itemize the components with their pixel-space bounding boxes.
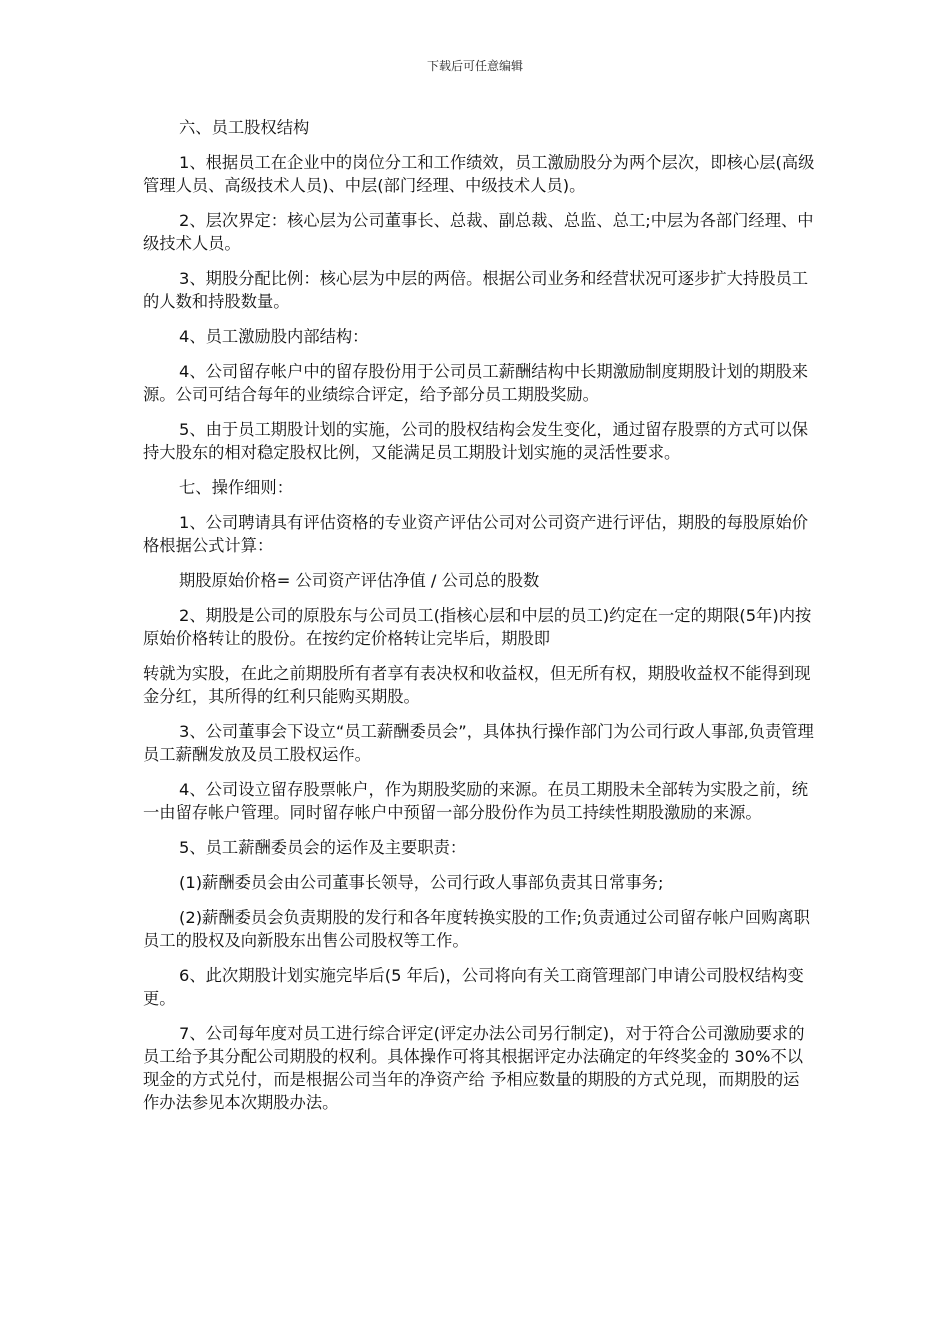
paragraph: 6、此次期股计划实施完毕后(5 年后)，公司将向有关工商管理部门申请公司股权结构变更。 bbox=[143, 966, 804, 1008]
paragraph: (2)薪酬委员会负责期股的发行和各年度转换实股的工作;负责通过公司留存帐户回购离职员工的股权及向新股东出售公司股权等工作。 bbox=[143, 908, 810, 950]
document-body bbox=[143, 116, 815, 1126]
paragraph: (1)薪酬委员会由公司董事长领导，公司行政人事部负责其日常事务; bbox=[179, 873, 664, 892]
section-heading-6: 六、员工股权结构 bbox=[179, 118, 310, 137]
paragraph: 4、公司留存帐户中的留存股份用于公司员工薪酬结构中长期激励制度期股计划的期股来源。公司可结合每年的业绩综合评定，给予部分员工期股奖励。 bbox=[143, 362, 809, 404]
paragraph: 5、员工薪酬委员会的运作及主要职责： bbox=[179, 838, 467, 857]
paragraph: 1、根据员工在企业中的岗位分工和工作绩效，员工激励股分为两个层次，即核心层(高级管理人员、高级技术人员)、中层(部门经理、中级技术人员)。 bbox=[143, 153, 815, 195]
paragraph: 3、期股分配比例：核心层为中层的两倍。根据公司业务和经营状况可逐步扩大持股员工的人数和持股数量。 bbox=[143, 269, 809, 311]
paragraph: 2、期股是公司的原股东与公司员工(指核心层和中层的员工)约定在一定的期限(5年)内按原始价格转让的股份。在按约定价格转让完毕后，期股即 bbox=[143, 606, 812, 648]
page-header: 下载后可任意编辑 bbox=[426, 59, 523, 73]
paragraph: 5、由于员工期股计划的实施，公司的股权结构会发生变化，通过留存股票的方式可以保持大股东的相对稳定股权比例，又能满足员工期股计划实施的灵活性要求。 bbox=[143, 420, 809, 462]
paragraph: 7、公司每年度对员工进行综合评定(评定办法公司另行制定)，对于符合公司激励要求的员工给予其分配公司期股的权利。具体操作可将其根据评定办法确定的年终奖金的 30%不以现金的方式兑付，而是根据公司当年的净资产给 予相应数量的期股的方式兑现，而期股的运作办法参见本次期股办法。 bbox=[143, 1024, 805, 1112]
paragraph: 2、层次界定：核心层为公司董事长、总裁、副总裁、总监、总工;中层为各部门经理、中级技术人员。 bbox=[143, 211, 814, 253]
paragraph: 1、公司聘请具有评估资格的专业资产评估公司对公司资产进行评估，期股的每股原始价格根据公式计算： bbox=[143, 513, 809, 555]
paragraph: 4、公司设立留存股票帐户，作为期股奖励的来源。在员工期股未全部转为实股之前，统一由留存帐户管理。同时留存帐户中预留一部分股份作为员工持续性期股激励的来源。 bbox=[143, 780, 809, 822]
paragraph: 4、员工激励股内部结构： bbox=[179, 327, 369, 346]
formula-line: 期股原始价格= 公司资产评估净值 / 公司总的股数 bbox=[179, 571, 540, 590]
section-heading-7: 七、操作细则： bbox=[179, 478, 293, 497]
paragraph: 3、公司董事会下设立“员工薪酬委员会”，具体执行操作部门为公司行政人事部,负责管理员工薪酬发放及员工股权运作。 bbox=[143, 722, 814, 764]
paragraph-continuation: 转就为实股，在此之前期股所有者享有表决权和收益权，但无所有权，期股收益权不能得到现金分红，其所得的红利只能购买期股。 bbox=[143, 664, 811, 706]
